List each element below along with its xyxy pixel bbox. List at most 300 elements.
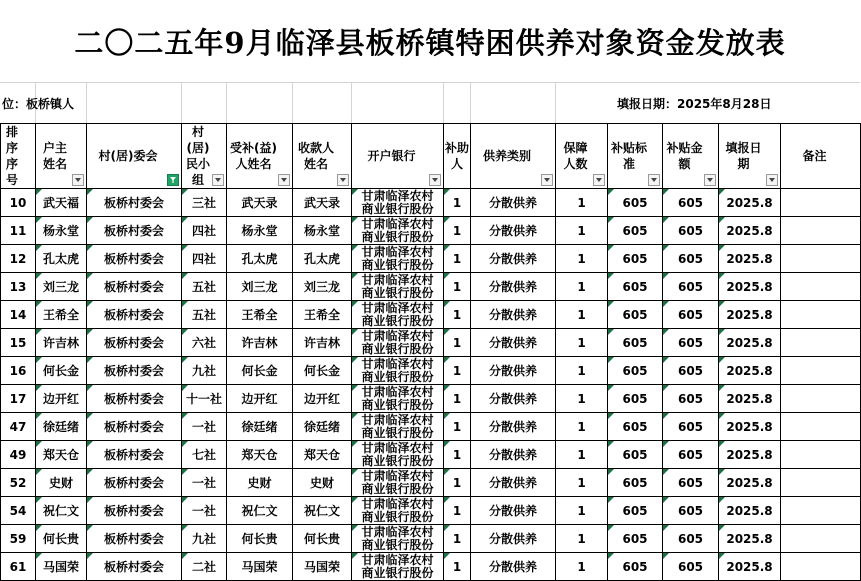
- cell-marker: [36, 441, 42, 447]
- payee-cell[interactable]: [293, 525, 352, 553]
- standard-cell[interactable]: [608, 273, 663, 301]
- count-cell[interactable]: [556, 413, 608, 441]
- aid-cell[interactable]: [444, 441, 471, 469]
- cell-marker: [719, 469, 725, 475]
- payee-cell[interactable]: [293, 385, 352, 413]
- village-cell[interactable]: [87, 553, 182, 581]
- category-cell[interactable]: [471, 413, 556, 441]
- seq-cell[interactable]: [1, 469, 36, 497]
- category-cell[interactable]: [471, 553, 556, 581]
- village-cell[interactable]: [87, 469, 182, 497]
- standard-cell[interactable]: [608, 329, 663, 357]
- date-cell-text: 2025.8: [726, 447, 773, 462]
- bank-name-text: 甘肃临泽农村: [361, 189, 434, 203]
- village-cell[interactable]: [87, 217, 182, 245]
- date-cell-text: 2025.8: [726, 251, 773, 266]
- date-cell[interactable]: [719, 217, 781, 245]
- bank-cell[interactable]: [352, 245, 444, 273]
- cell-marker: [663, 301, 669, 307]
- column-header[interactable]: 供养类别: [471, 124, 556, 189]
- bank-cell[interactable]: [352, 441, 444, 469]
- payee-cell[interactable]: [293, 357, 352, 385]
- count-cell[interactable]: [556, 497, 608, 525]
- count-cell[interactable]: [556, 245, 608, 273]
- aid-cell-text: 1: [452, 279, 462, 294]
- count-cell[interactable]: [556, 301, 608, 329]
- cell-marker: [87, 413, 93, 419]
- column-header[interactable]: 保障人数: [556, 124, 608, 189]
- beneficiary-cell[interactable]: [227, 441, 293, 469]
- group-cell[interactable]: [182, 189, 227, 217]
- group-cell[interactable]: [182, 525, 227, 553]
- cell-marker: [444, 217, 450, 223]
- seq-cell[interactable]: [1, 217, 36, 245]
- village-cell[interactable]: [87, 189, 182, 217]
- filter-dropdown-icon[interactable]: [429, 174, 441, 186]
- column-header[interactable]: 备注: [781, 124, 861, 189]
- cell-marker: [444, 189, 450, 195]
- category-cell[interactable]: [471, 217, 556, 245]
- bank-cell[interactable]: [352, 525, 444, 553]
- amount-cell[interactable]: [663, 245, 719, 273]
- cell-marker: [608, 469, 614, 475]
- date-cell[interactable]: [719, 525, 781, 553]
- bank-cell[interactable]: [352, 273, 444, 301]
- standard-cell[interactable]: [608, 217, 663, 245]
- group-cell[interactable]: [182, 329, 227, 357]
- count-cell[interactable]: [556, 273, 608, 301]
- seq-cell[interactable]: [1, 357, 36, 385]
- count-cell[interactable]: [556, 217, 608, 245]
- bank-cell[interactable]: [352, 329, 444, 357]
- beneficiary-cell[interactable]: [227, 273, 293, 301]
- standard-cell[interactable]: [608, 385, 663, 413]
- head-name-cell[interactable]: [36, 441, 87, 469]
- seq-cell[interactable]: [1, 329, 36, 357]
- column-header[interactable]: 补助人: [444, 124, 471, 189]
- group-cell[interactable]: [182, 217, 227, 245]
- aid-cell[interactable]: [444, 273, 471, 301]
- group-cell[interactable]: [182, 497, 227, 525]
- head-name-cell-text: 何长金: [42, 364, 79, 378]
- category-cell[interactable]: [471, 189, 556, 217]
- bank-cell[interactable]: [352, 217, 444, 245]
- category-cell[interactable]: [471, 273, 556, 301]
- group-cell[interactable]: [182, 553, 227, 581]
- head-name-cell[interactable]: [36, 357, 87, 385]
- filter-dropdown-icon[interactable]: [648, 174, 660, 186]
- bank-name-text: 甘肃临泽农村: [361, 553, 434, 567]
- standard-cell[interactable]: [608, 245, 663, 273]
- seq-cell[interactable]: [1, 413, 36, 441]
- standard-cell-text: 605: [622, 419, 648, 434]
- category-cell[interactable]: [471, 301, 556, 329]
- amount-cell-text: 605: [677, 391, 704, 406]
- beneficiary-cell[interactable]: [227, 329, 293, 357]
- cell-marker: [352, 553, 358, 559]
- count-cell[interactable]: [556, 469, 608, 497]
- note-cell[interactable]: [781, 329, 861, 357]
- aid-cell[interactable]: [444, 189, 471, 217]
- cell-marker: [352, 357, 358, 363]
- payee-cell[interactable]: [293, 217, 352, 245]
- seq-cell[interactable]: [1, 525, 36, 553]
- unit-label: 位：板桥镇人: [2, 97, 75, 111]
- beneficiary-cell[interactable]: [227, 469, 293, 497]
- standard-cell[interactable]: [608, 553, 663, 581]
- date-cell[interactable]: [719, 245, 781, 273]
- category-cell[interactable]: [471, 469, 556, 497]
- filter-dropdown-icon[interactable]: [704, 174, 716, 186]
- head-name-cell[interactable]: [36, 413, 87, 441]
- cell-marker: [87, 357, 93, 363]
- bank-cell[interactable]: [352, 385, 444, 413]
- note-cell[interactable]: [781, 273, 861, 301]
- village-cell[interactable]: [87, 301, 182, 329]
- payee-cell[interactable]: [293, 441, 352, 469]
- amount-cell[interactable]: [663, 469, 719, 497]
- standard-cell[interactable]: [608, 413, 663, 441]
- standard-cell[interactable]: [608, 497, 663, 525]
- category-cell[interactable]: [471, 329, 556, 357]
- filter-dropdown-icon[interactable]: [766, 174, 778, 186]
- payee-cell-text: 何长金: [303, 364, 340, 378]
- beneficiary-cell[interactable]: [227, 553, 293, 581]
- count-cell[interactable]: [556, 525, 608, 553]
- date-cell[interactable]: [719, 329, 781, 357]
- filter-dropdown-icon[interactable]: [212, 174, 224, 186]
- table-row: [1, 469, 861, 497]
- category-cell-text: 分散供养: [488, 504, 537, 518]
- seq-cell-text: 11: [9, 223, 27, 238]
- standard-cell-text: 605: [622, 307, 648, 322]
- date-cell[interactable]: [719, 273, 781, 301]
- group-cell-text: 九社: [191, 532, 216, 546]
- cell-marker: [444, 413, 450, 419]
- aid-cell[interactable]: [444, 217, 471, 245]
- standard-cell[interactable]: [608, 189, 663, 217]
- note-cell[interactable]: [781, 385, 861, 413]
- bank-name-text: 商业银行股份: [361, 454, 434, 468]
- group-cell-text: 十一社: [185, 391, 222, 406]
- beneficiary-cell-text: 何长贵: [241, 532, 278, 546]
- bank-cell[interactable]: [352, 301, 444, 329]
- cell-marker: [87, 245, 93, 251]
- standard-cell[interactable]: [608, 441, 663, 469]
- village-cell[interactable]: [87, 413, 182, 441]
- group-cell[interactable]: [182, 413, 227, 441]
- column-header[interactable]: 开户银行: [352, 124, 444, 189]
- aid-cell-text: 1: [452, 475, 462, 490]
- column-header[interactable]: 排序序号: [1, 124, 36, 189]
- cell-marker: [36, 385, 42, 391]
- category-cell[interactable]: [471, 525, 556, 553]
- payee-cell[interactable]: [293, 245, 352, 273]
- filter-dropdown-icon[interactable]: [541, 174, 553, 186]
- aid-cell[interactable]: [444, 329, 471, 357]
- head-name-cell[interactable]: [36, 553, 87, 581]
- village-cell[interactable]: [87, 441, 182, 469]
- payee-cell-text: 杨永堂: [303, 224, 340, 238]
- beneficiary-cell[interactable]: [227, 497, 293, 525]
- head-name-cell[interactable]: [36, 217, 87, 245]
- aid-cell[interactable]: [444, 245, 471, 273]
- table-row: [1, 273, 861, 301]
- beneficiary-cell[interactable]: [227, 525, 293, 553]
- group-cell[interactable]: [182, 469, 227, 497]
- aid-cell[interactable]: [444, 357, 471, 385]
- filter-dropdown-icon[interactable]: [593, 174, 605, 186]
- payee-cell[interactable]: [293, 329, 352, 357]
- date-cell[interactable]: [719, 413, 781, 441]
- bank-cell[interactable]: [352, 189, 444, 217]
- beneficiary-cell[interactable]: [227, 301, 293, 329]
- payee-cell[interactable]: [293, 553, 352, 581]
- date-cell-text: 2025.8: [726, 531, 773, 546]
- group-cell[interactable]: [182, 301, 227, 329]
- head-name-cell-text: 史财: [48, 476, 73, 490]
- date-cell[interactable]: [719, 189, 781, 217]
- payee-cell-text: 郑天仓: [303, 448, 340, 462]
- group-cell[interactable]: [182, 385, 227, 413]
- seq-cell-text: 14: [9, 307, 27, 322]
- head-name-cell[interactable]: [36, 273, 87, 301]
- filter-dropdown-icon[interactable]: [72, 174, 84, 186]
- cell-marker: [87, 273, 93, 279]
- table-row: [1, 413, 861, 441]
- date-cell[interactable]: [719, 553, 781, 581]
- note-cell[interactable]: [781, 525, 861, 553]
- column-header[interactable]: 受补(益)人姓名: [227, 124, 293, 189]
- standard-cell[interactable]: [608, 469, 663, 497]
- payee-cell[interactable]: [293, 413, 352, 441]
- count-cell[interactable]: [556, 385, 608, 413]
- seq-cell[interactable]: [1, 385, 36, 413]
- table-row: [1, 245, 861, 273]
- category-cell[interactable]: [471, 245, 556, 273]
- aid-cell[interactable]: [444, 553, 471, 581]
- count-cell[interactable]: [556, 553, 608, 581]
- note-cell[interactable]: [781, 217, 861, 245]
- village-cell[interactable]: [87, 525, 182, 553]
- bank-cell[interactable]: [352, 469, 444, 497]
- amount-cell[interactable]: [663, 413, 719, 441]
- seq-cell[interactable]: [1, 553, 36, 581]
- date-cell-text: 2025.8: [726, 475, 773, 490]
- amount-cell[interactable]: [663, 329, 719, 357]
- note-cell[interactable]: [781, 497, 861, 525]
- village-cell[interactable]: [87, 329, 182, 357]
- head-name-cell[interactable]: [36, 245, 87, 273]
- date-cell-text: 2025.8: [726, 335, 773, 350]
- village-cell[interactable]: [87, 357, 182, 385]
- active-filter-icon[interactable]: [167, 174, 179, 186]
- column-header[interactable]: 户主姓名: [36, 124, 87, 189]
- filter-dropdown-icon[interactable]: [337, 174, 349, 186]
- payee-cell[interactable]: [293, 273, 352, 301]
- aid-cell[interactable]: [444, 497, 471, 525]
- cell-marker: [182, 357, 188, 363]
- amount-cell[interactable]: [663, 189, 719, 217]
- payee-cell-text: 徐廷绪: [303, 420, 340, 434]
- standard-cell[interactable]: [608, 357, 663, 385]
- cell-marker: [87, 301, 93, 307]
- aid-cell[interactable]: [444, 469, 471, 497]
- beneficiary-cell-text: 徐廷绪: [241, 420, 278, 434]
- group-cell-text: 五社: [191, 308, 216, 322]
- category-cell-text: 分散供养: [488, 476, 537, 490]
- beneficiary-cell[interactable]: [227, 357, 293, 385]
- category-cell[interactable]: [471, 497, 556, 525]
- seq-cell[interactable]: [1, 301, 36, 329]
- group-cell-text: 七社: [191, 448, 216, 462]
- note-cell[interactable]: [781, 441, 861, 469]
- note-cell[interactable]: [781, 357, 861, 385]
- cell-marker: [719, 413, 725, 419]
- head-name-cell[interactable]: [36, 469, 87, 497]
- amount-cell[interactable]: [663, 553, 719, 581]
- count-cell[interactable]: [556, 189, 608, 217]
- seq-cell[interactable]: [1, 273, 36, 301]
- group-cell[interactable]: [182, 357, 227, 385]
- column-header[interactable]: 填报日期: [719, 124, 781, 189]
- note-cell[interactable]: [781, 469, 861, 497]
- count-cell-text: 1: [577, 531, 586, 546]
- bank-cell[interactable]: [352, 413, 444, 441]
- payee-cell[interactable]: [293, 469, 352, 497]
- seq-cell[interactable]: [1, 245, 36, 273]
- column-header[interactable]: 补贴金额: [663, 124, 719, 189]
- column-header[interactable]: 村(居)民小组: [182, 124, 227, 189]
- aid-cell-text: 1: [452, 223, 462, 238]
- bank-cell[interactable]: [352, 497, 444, 525]
- payee-cell[interactable]: [293, 301, 352, 329]
- amount-cell-text: 605: [677, 531, 704, 546]
- aid-cell-text: 1: [452, 447, 462, 462]
- count-cell[interactable]: [556, 329, 608, 357]
- aid-cell[interactable]: [444, 301, 471, 329]
- beneficiary-cell[interactable]: [227, 189, 293, 217]
- amount-cell[interactable]: [663, 273, 719, 301]
- cell-marker: [87, 553, 93, 559]
- note-cell[interactable]: [781, 245, 861, 273]
- beneficiary-cell[interactable]: [227, 217, 293, 245]
- beneficiary-cell-text: 王希全: [241, 308, 278, 322]
- note-cell[interactable]: [781, 301, 861, 329]
- category-cell[interactable]: [471, 385, 556, 413]
- cell-marker: [719, 357, 725, 363]
- group-cell-text: 六社: [191, 336, 216, 350]
- count-cell-text: 1: [577, 279, 586, 294]
- village-cell-text: 板桥村委会: [103, 252, 164, 266]
- aid-cell[interactable]: [444, 385, 471, 413]
- head-name-cell[interactable]: [36, 329, 87, 357]
- category-cell[interactable]: [471, 357, 556, 385]
- count-cell-text: 1: [577, 503, 586, 518]
- category-cell-text: 分散供养: [488, 560, 537, 574]
- date-cell[interactable]: [719, 497, 781, 525]
- head-name-cell[interactable]: [36, 497, 87, 525]
- date-cell[interactable]: [719, 441, 781, 469]
- standard-cell[interactable]: [608, 525, 663, 553]
- group-cell-text: 一社: [191, 420, 216, 434]
- head-name-cell[interactable]: [36, 525, 87, 553]
- column-header[interactable]: 村(居)委会: [87, 124, 182, 189]
- village-cell[interactable]: [87, 497, 182, 525]
- count-cell-text: 1: [577, 391, 586, 406]
- amount-cell[interactable]: [663, 441, 719, 469]
- date-cell[interactable]: [719, 357, 781, 385]
- cell-marker: [182, 385, 188, 391]
- date-cell[interactable]: [719, 385, 781, 413]
- seq-cell-text: 59: [9, 531, 27, 546]
- amount-cell[interactable]: [663, 217, 719, 245]
- group-cell[interactable]: [182, 273, 227, 301]
- amount-cell[interactable]: [663, 525, 719, 553]
- group-cell-text: 九社: [191, 364, 216, 378]
- cell-marker: [444, 329, 450, 335]
- head-name-cell-text: 王希全: [42, 308, 79, 322]
- aid-cell[interactable]: [444, 525, 471, 553]
- count-cell[interactable]: [556, 441, 608, 469]
- village-cell-text: 板桥村委会: [103, 560, 164, 574]
- cell-marker: [719, 273, 725, 279]
- note-cell[interactable]: [781, 413, 861, 441]
- column-header[interactable]: 收款人姓名: [293, 124, 352, 189]
- standard-cell[interactable]: [608, 301, 663, 329]
- note-cell[interactable]: [781, 189, 861, 217]
- date-cell[interactable]: [719, 301, 781, 329]
- aid-cell-text: 1: [452, 559, 462, 574]
- beneficiary-cell[interactable]: [227, 245, 293, 273]
- seq-cell-text: 15: [9, 335, 27, 350]
- amount-cell[interactable]: [663, 497, 719, 525]
- payee-cell[interactable]: [293, 189, 352, 217]
- payee-cell[interactable]: [293, 497, 352, 525]
- cell-marker: [663, 497, 669, 503]
- beneficiary-cell[interactable]: [227, 385, 293, 413]
- date-cell[interactable]: [719, 469, 781, 497]
- category-cell[interactable]: [471, 441, 556, 469]
- seq-cell[interactable]: [1, 497, 36, 525]
- amount-cell[interactable]: [663, 301, 719, 329]
- seq-cell[interactable]: [1, 441, 36, 469]
- column-header[interactable]: 补贴标准: [608, 124, 663, 189]
- group-cell[interactable]: [182, 245, 227, 273]
- head-name-cell[interactable]: [36, 385, 87, 413]
- bank-cell[interactable]: [352, 553, 444, 581]
- group-cell[interactable]: [182, 441, 227, 469]
- village-cell[interactable]: [87, 273, 182, 301]
- head-name-cell-text: 武天福: [42, 196, 79, 210]
- amount-cell[interactable]: [663, 385, 719, 413]
- beneficiary-cell[interactable]: [227, 413, 293, 441]
- cell-marker: [36, 525, 42, 531]
- bank-cell[interactable]: [352, 357, 444, 385]
- aid-cell[interactable]: [444, 413, 471, 441]
- village-cell[interactable]: [87, 245, 182, 273]
- head-name-cell-text: 徐廷绪: [42, 420, 79, 434]
- head-name-cell[interactable]: [36, 189, 87, 217]
- amount-cell[interactable]: [663, 357, 719, 385]
- table-row: [1, 189, 861, 217]
- count-cell[interactable]: [556, 357, 608, 385]
- head-name-cell[interactable]: [36, 301, 87, 329]
- filter-dropdown-icon[interactable]: [278, 174, 290, 186]
- seq-cell[interactable]: [1, 189, 36, 217]
- village-cell[interactable]: [87, 385, 182, 413]
- note-cell[interactable]: [781, 553, 861, 581]
